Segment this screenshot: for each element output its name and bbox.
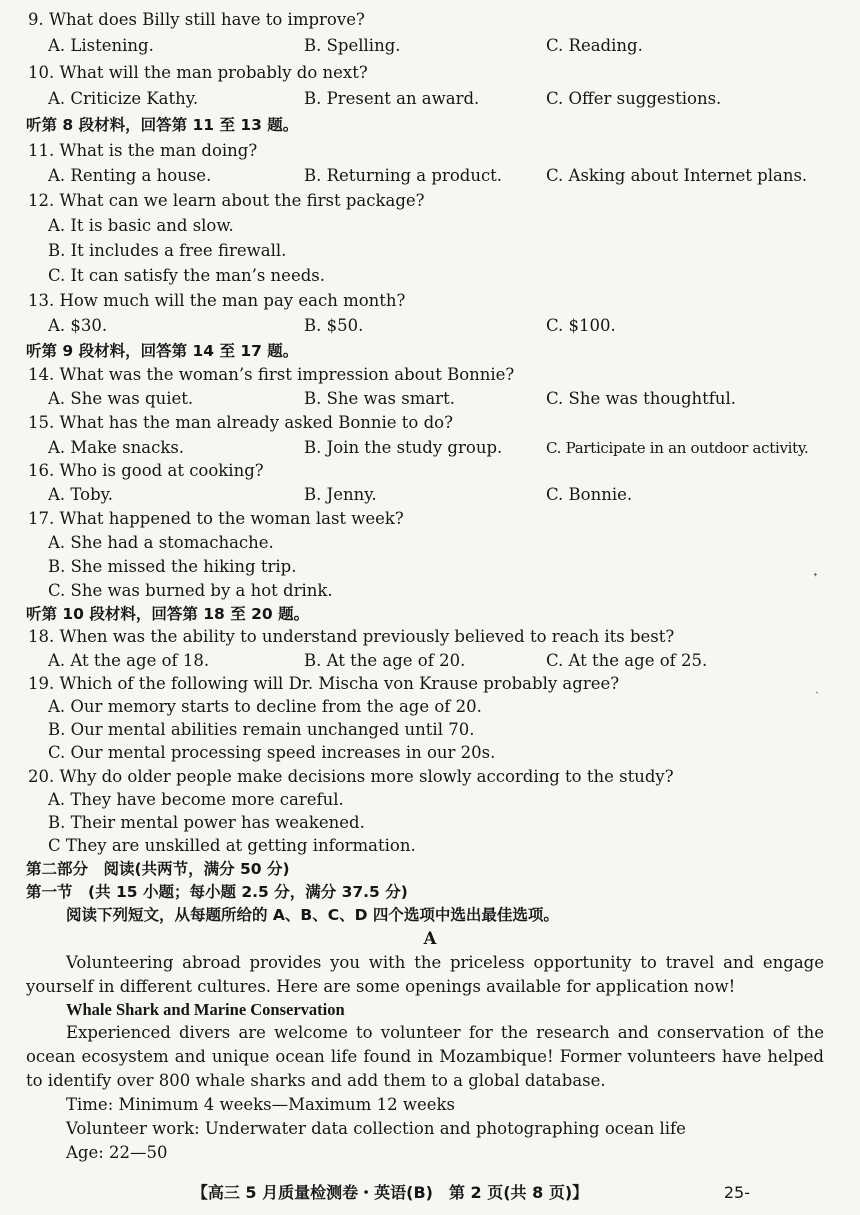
info-age: Age: 22—50 [66,1143,168,1162]
option-16c: C. Bonnie. [546,485,633,504]
option-18b: B. At the age of 20. [304,651,466,670]
option-19b: B. Our mental abilities remain unchanged until 70. [48,720,475,739]
option-14b: B. She was smart. [304,389,455,408]
question-18: 18. When was the ability to understand previously believed to reach its best? [28,627,675,646]
passage-intro: Volunteering abroad provides you with the priceless opportunity to travel and engage yourself in different cultures. Here are some openings available for application now! [26,953,824,996]
option-18c: C. At the age of 25. [546,651,708,670]
question-13: 13. How much will the man pay each month? [28,291,406,310]
option-15a: A. Make snacks. [48,438,185,457]
option-13a: A. $30. [48,316,108,335]
option-12b: B. It includes a free firewall. [48,241,287,260]
question-11: 11. What is the man doing? [28,141,258,160]
question-12: 12. What can we learn about the first package? [28,191,425,210]
option-12c: C. It can satisfy the man’s needs. [48,266,325,285]
option-9c: C. Reading. [546,36,643,55]
section-9-heading: 听第 9 段材料，回答第 14 至 17 题。 [26,342,299,360]
option-17a: A. She had a stomachache. [48,533,274,552]
info-volunteer-work: Volunteer work: Underwater data collection and photographing ocean life [66,1119,686,1138]
option-16b: B. Jenny. [304,485,377,504]
page-footer: 【高三 5 月质量检测卷・英语(B) 第 2 页(共 8 页)】 [191,1183,589,1202]
passage-body: Experienced divers are welcome to volunteer for the research and conservation of the ocean ecosystem and unique ocean life found in Mozambique! Former volunteers have helped to identify over 800 whale sharks and add them to a global database. [26,1023,824,1090]
option-16a: A. Toby. [48,485,114,504]
option-13b: B. $50. [304,316,364,335]
option-14a: A. She was quiet. [48,389,194,408]
scan-mark: ˎ [815,680,819,694]
option-11b: B. Returning a product. [304,166,503,185]
option-11c: C. Asking about Internet plans. [546,166,808,185]
question-10: 10. What will the man probably do next? [28,63,368,82]
option-15b: B. Join the study group. [304,438,503,457]
option-19c: C. Our mental processing speed increases in our 20s. [48,743,496,762]
reading-instruction: 阅读下列短文，从每题所给的 A、B、C、D 四个选项中选出最佳选项。 [66,906,559,924]
option-18a: A. At the age of 18. [48,651,210,670]
option-20a: A. They have become more careful. [48,790,344,809]
question-17: 17. What happened to the woman last week? [28,509,404,528]
part-2-heading: 第二部分 阅读(共两节，满分 50 分) [26,860,290,878]
option-9b: B. Spelling. [304,36,401,55]
section-10-heading: 听第 10 段材料，回答第 18 至 20 题。 [26,605,310,623]
option-11a: A. Renting a house. [48,166,212,185]
option-19a: A. Our memory starts to decline from the age of 20. [48,697,482,716]
scan-mark: ᐩ [813,570,818,584]
option-13c: C. $100. [546,316,616,335]
question-14: 14. What was the woman’s first impression about Bonnie? [28,365,515,384]
option-15c: C. Participate in an outdoor activity. [546,439,809,457]
option-10b: B. Present an award. [304,89,480,108]
option-10a: A. Criticize Kathy. [48,89,199,108]
section-1-heading: 第一节 (共 15 小题；每小题 2.5 分，满分 37.5 分) [26,883,408,901]
question-15: 15. What has the man already asked Bonnie to do? [28,413,453,432]
passage-label: A [423,929,437,948]
option-12a: A. It is basic and slow. [48,216,234,235]
option-17b: B. She missed the hiking trip. [48,557,297,576]
page-code: 25- [723,1183,750,1202]
option-14c: C. She was thoughtful. [546,389,737,408]
question-9: 9. What does Billy still have to improve? [28,10,365,29]
question-16: 16. Who is good at cooking? [28,461,264,480]
option-20c: C They are unskilled at getting information. [48,836,416,855]
option-10c: C. Offer suggestions. [546,89,722,108]
option-17c: C. She was burned by a hot drink. [48,581,333,600]
info-time: Time: Minimum 4 weeks—Maximum 12 weeks [66,1095,455,1114]
option-20b: B. Their mental power has weakened. [48,813,365,832]
question-20: 20. Why do older people make decisions more slowly according to the study? [28,767,674,786]
question-19: 19. Which of the following will Dr. Mischa von Krause probably agree? [28,674,620,693]
section-8-heading: 听第 8 段材料，回答第 11 至 13 题。 [26,116,299,134]
passage-heading: Whale Shark and Marine Conservation [66,1000,345,1019]
option-9a: A. Listening. [48,36,154,55]
